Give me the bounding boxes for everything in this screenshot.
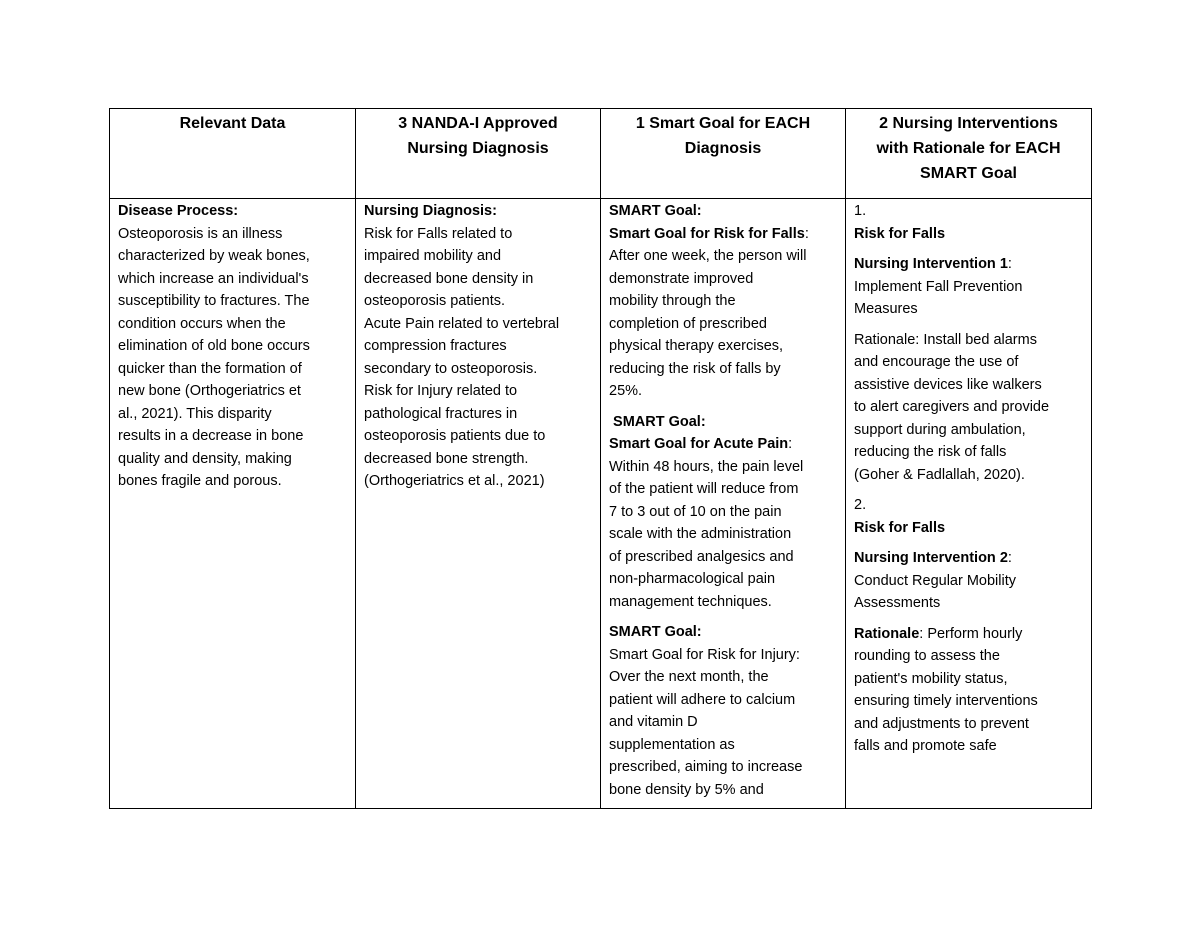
subheading-label: Smart Goal for Acute Pain bbox=[609, 436, 789, 452]
text-line: characterized by weak bones, bbox=[118, 248, 310, 264]
header-line: Relevant Data bbox=[179, 115, 286, 132]
header-line: 2 Nursing Interventions bbox=[879, 115, 1058, 132]
text-line: osteoporosis patients due to bbox=[364, 428, 546, 444]
text-line: Acute Pain related to vertebral bbox=[364, 315, 560, 332]
spacer bbox=[854, 321, 1083, 329]
text-line: reducing the risk of falls bbox=[854, 444, 1007, 460]
spacer bbox=[854, 615, 1083, 623]
smart-goal-heading: SMART Goal: bbox=[609, 413, 706, 430]
text-line: compression fractures bbox=[364, 338, 507, 354]
text-line: and vitamin D bbox=[609, 714, 698, 730]
text-line: al., 2021). This disparity bbox=[118, 405, 272, 422]
text-line: condition occurs when the bbox=[118, 315, 286, 332]
text-line: which increase an individual's bbox=[118, 270, 309, 287]
text-line: ensuring timely interventions bbox=[854, 693, 1038, 709]
intervention-label: Nursing Intervention 1 bbox=[854, 256, 1008, 272]
text-line: Conduct Regular Mobility bbox=[854, 572, 1016, 589]
smart-goal-subheading bbox=[609, 223, 837, 246]
item-title: Risk for Falls bbox=[854, 225, 946, 242]
text-line: 7 to 3 out of 10 on the pain bbox=[609, 503, 782, 520]
text-line: decreased bone strength. bbox=[364, 450, 529, 467]
text-line: (Orthogeriatrics et al., 2021) bbox=[364, 473, 545, 489]
header-line: 1 Smart Goal for EACH bbox=[635, 115, 811, 132]
rationale-label: Rationale bbox=[854, 625, 920, 642]
header-nursing-interventions bbox=[846, 109, 1092, 199]
text-line: osteoporosis patients. bbox=[364, 293, 506, 309]
text-line: reducing the risk of falls by bbox=[609, 360, 781, 377]
intervention-heading bbox=[854, 253, 1083, 276]
text-line: patient's mobility status, bbox=[854, 670, 1008, 687]
text-line: 25%. bbox=[609, 383, 643, 399]
spacer bbox=[854, 539, 1083, 547]
intervention-heading bbox=[854, 547, 1083, 570]
intervention-label: Nursing Intervention 2 bbox=[854, 550, 1008, 566]
content-row bbox=[110, 199, 1092, 809]
text-line: and encourage the use of bbox=[854, 354, 1019, 370]
header-line: with Rationale for EACH bbox=[876, 140, 1061, 157]
text-line: Osteoporosis is an illness bbox=[118, 225, 283, 242]
text-line: pathological fractures in bbox=[364, 405, 518, 422]
header-line: Nursing Diagnosis bbox=[407, 140, 549, 157]
header-row bbox=[110, 109, 1092, 199]
text-line: Implement Fall Prevention bbox=[854, 278, 1023, 295]
text-line: scale with the administration bbox=[609, 526, 792, 542]
text-line: assistive devices like walkers bbox=[854, 376, 1042, 393]
intervention-suffix: : bbox=[1007, 550, 1012, 566]
text-line: physical therapy exercises, bbox=[609, 338, 784, 354]
text-line: Assessments bbox=[854, 595, 941, 611]
rationale-heading bbox=[854, 623, 1083, 646]
text-line: susceptibility to fractures. The bbox=[118, 293, 310, 309]
text-line: rounding to assess the bbox=[854, 648, 1000, 664]
header-line: SMART Goal bbox=[920, 165, 1017, 182]
text-line: bones fragile and porous. bbox=[118, 473, 282, 489]
text-line: quality and density, making bbox=[118, 450, 292, 467]
smart-goal-heading: SMART Goal: bbox=[609, 203, 702, 219]
text-line: Smart Goal for Risk for Injury: bbox=[609, 646, 800, 663]
text-line: secondary to osteoporosis. bbox=[364, 360, 538, 377]
header-smart-goal bbox=[601, 109, 846, 199]
text-line: of prescribed analgesics and bbox=[609, 548, 794, 565]
text-line: prescribed, aiming to increase bbox=[609, 759, 803, 775]
text-line: impaired mobility and bbox=[364, 248, 502, 264]
item-title: Risk for Falls bbox=[854, 519, 946, 536]
intervention-suffix: : bbox=[1007, 256, 1012, 272]
text-line: management techniques. bbox=[609, 593, 772, 610]
subheading-label: Smart Goal for Risk for Falls bbox=[609, 225, 805, 242]
spacer bbox=[609, 403, 837, 411]
header-line: Diagnosis bbox=[684, 140, 762, 157]
header-nursing-diagnosis bbox=[356, 109, 601, 199]
text-line: Over the next month, the bbox=[609, 669, 769, 685]
text-line: demonstrate improved bbox=[609, 270, 754, 287]
cell-smart-goals bbox=[601, 199, 846, 809]
text-line: quicker than the formation of bbox=[118, 360, 302, 377]
text-line: Rationale: Install bed alarms bbox=[854, 331, 1037, 348]
text-line: bone density by 5% and bbox=[609, 781, 764, 798]
text-line: to alert caregivers and provide bbox=[854, 399, 1050, 415]
item-number: 1. bbox=[854, 203, 867, 219]
spacer bbox=[854, 486, 1083, 494]
rationale-first-line: : Perform hourly bbox=[919, 625, 1023, 642]
text-line: Measures bbox=[854, 301, 918, 317]
cell-nursing-diagnosis bbox=[356, 199, 601, 809]
header-line: 3 NANDA-I Approved bbox=[398, 115, 558, 132]
care-plan-table bbox=[109, 108, 1092, 809]
text-line: Risk for Falls related to bbox=[364, 225, 513, 242]
text-line: (Goher & Fadlallah, 2020). bbox=[854, 466, 1025, 483]
text-line: completion of prescribed bbox=[609, 315, 767, 332]
text-line: Within 48 hours, the pain level bbox=[609, 458, 804, 475]
text-line: supplementation as bbox=[609, 736, 735, 753]
text-line: Risk for Injury related to bbox=[364, 383, 518, 399]
spacer bbox=[854, 245, 1083, 253]
subheading-suffix: : bbox=[788, 436, 793, 452]
text-line: After one week, the person will bbox=[609, 248, 807, 264]
text-line: falls and promote safe bbox=[854, 738, 997, 754]
text-line: decreased bone density in bbox=[364, 270, 534, 287]
subheading-suffix: : bbox=[804, 225, 809, 242]
item-number: 2. bbox=[854, 497, 867, 513]
text-line: support during ambulation, bbox=[854, 421, 1026, 438]
text-line: elimination of old bone occurs bbox=[118, 338, 310, 354]
header-relevant-data bbox=[110, 109, 356, 199]
text-line: patient will adhere to calcium bbox=[609, 691, 796, 708]
disease-process-heading: Disease Process: bbox=[118, 203, 239, 219]
smart-goal-heading: SMART Goal: bbox=[609, 624, 702, 640]
cell-relevant-data bbox=[110, 199, 356, 809]
smart-goal-subheading bbox=[609, 433, 837, 456]
text-line: results in a decrease in bone bbox=[118, 428, 304, 444]
text-line: of the patient will reduce from bbox=[609, 481, 799, 497]
spacer bbox=[609, 613, 837, 621]
cell-nursing-interventions bbox=[846, 199, 1092, 809]
text-line: mobility through the bbox=[609, 293, 736, 309]
text-line: new bone (Orthogeriatrics et bbox=[118, 383, 301, 399]
nursing-diagnosis-heading: Nursing Diagnosis: bbox=[364, 203, 497, 219]
text-line: non-pharmacological pain bbox=[609, 571, 776, 587]
text-line: and adjustments to prevent bbox=[854, 715, 1029, 732]
